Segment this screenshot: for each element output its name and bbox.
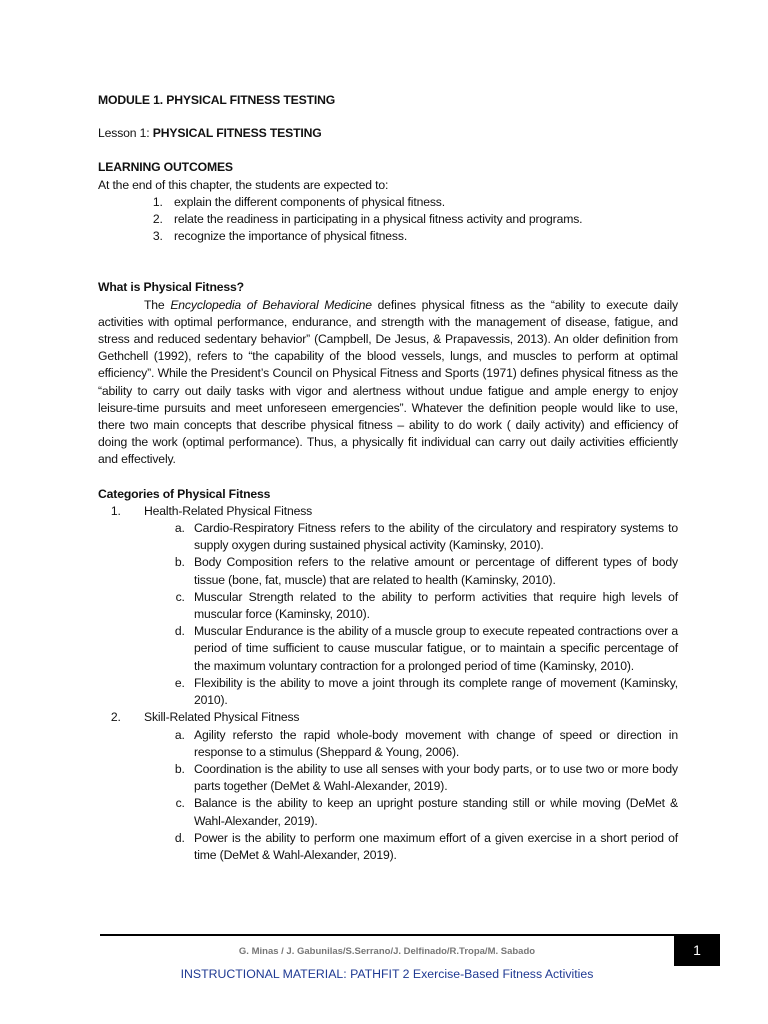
category-title: Skill-Related Physical Fitness [144, 710, 300, 725]
category-item: b. Coordination is the ability to use all senses with your body parts, or to use two or more body parts together (DeMet & Wahl-Alexander, 2019). [188, 761, 678, 795]
what-is-fitness-paragraph [98, 297, 678, 469]
category-group [124, 503, 678, 709]
footer-divider [100, 934, 674, 936]
paragraph-body: defines physical fitness as the “ability to execute daily activities with optimal performance, endurance, and strength with the management of disease, fatigue, and stress and reduced sedentary behavior” (Campbell, De Jesus, & Prapavessis, 2013). An older definition from Gethchell (1992), refers to “the capability of the blood vessels, lungs, and muscles to perform at optimal efficiency”. While the President’s Council on Physical Fitness and Sports (1971) defines physical fitness as the “ability to carry out daily tasks with vigor and alertness without undue fatigue and ample energy to enjoy leisure-time pursuits and meet unforeseen emergencies”. Whatever the definition people would like to use, there two main concepts that describe physical fitness – ability to do work ( daily activity) and efficiency of doing the work (optimal performance). Thus, a physically fit individual can carry out daily activities efficiently and effectively. [98, 297, 678, 467]
category-title: Health-Related Physical Fitness [144, 503, 313, 518]
module-title: MODULE 1. PHYSICAL FITNESS TESTING [98, 93, 336, 107]
category-items [144, 727, 678, 865]
learning-outcomes-heading: LEARNING OUTCOMES [98, 160, 233, 175]
categories-list [98, 503, 678, 864]
category-items [144, 520, 678, 709]
what-is-fitness-heading: What is Physical Fitness? [98, 280, 244, 295]
category-item: a. Cardio-Respiratory Fitness refers to the ability of the circulatory and respiratory systems to supply oxygen during sustained physical activity (Kaminsky, 2010). [188, 520, 678, 554]
category-group [124, 709, 678, 864]
category-item: d. Power is the ability to perform one maximum effort of a given exercise in a short period of time (DeMet & Wahl-Alexander, 2019). [188, 830, 678, 864]
page-number-box [674, 934, 720, 966]
learning-outcome-item: 2. relate the readiness in participating in a physical fitness activity and programs. [166, 211, 678, 228]
category-item: e. Flexibility is the ability to move a joint through its complete range of movement (Kaminsky, 2010). [188, 675, 678, 709]
encyclopedia-title: Encyclopedia of Behavioral Medicine [170, 297, 372, 312]
document-content [98, 92, 678, 864]
categories-heading: Categories of Physical Fitness [98, 486, 271, 501]
paragraph-start: The [144, 297, 171, 312]
learning-outcome-item: 1. explain the different components of physical fitness. [166, 194, 678, 211]
page-number: 1 [693, 942, 701, 958]
learning-outcomes-intro: At the end of this chapter, the students are expected to: [98, 177, 389, 192]
lesson-title-line [98, 125, 678, 142]
category-item: d. Muscular Endurance is the ability of a muscle group to execute repeated contractions over a period of time sufficient to cause muscular fatigue, or to maintain a specific percentage of the maximum voluntary contraction for a prolonged period of time (Kaminsky, 2010). [188, 623, 678, 675]
lesson-prefix: Lesson 1: [98, 126, 153, 141]
lesson-title: PHYSICAL FITNESS TESTING [152, 126, 322, 141]
footer-instructional-material: INSTRUCTIONAL MATERIAL: PATHFIT 2 Exercise-Based Fitness Activities [180, 967, 594, 981]
category-item: c. Muscular Strength related to the ability to perform activities that require high levels of muscular force (Kaminsky, 2010). [188, 589, 678, 623]
category-item: a. Agility refersto the rapid whole-body movement with change of speed or direction in response to a stimulus (Sheppard & Young, 2006). [188, 727, 678, 761]
footer-authors: G. Minas / J. Gabunilas/S.Serrano/J. Delfinado/R.Tropa/M. Sabado [238, 946, 536, 957]
learning-outcome-item: 3. recognize the importance of physical fitness. [166, 228, 678, 245]
learning-outcomes-list [98, 194, 678, 246]
category-item: b. Body Composition refers to the relative amount or percentage of different types of body tissue (bone, fat, muscle) that are related to health (Kaminsky, 2010). [188, 554, 678, 588]
category-item: c. Balance is the ability to keep an upright posture standing still or while moving (DeMet & Wahl-Alexander, 2019). [188, 795, 678, 829]
